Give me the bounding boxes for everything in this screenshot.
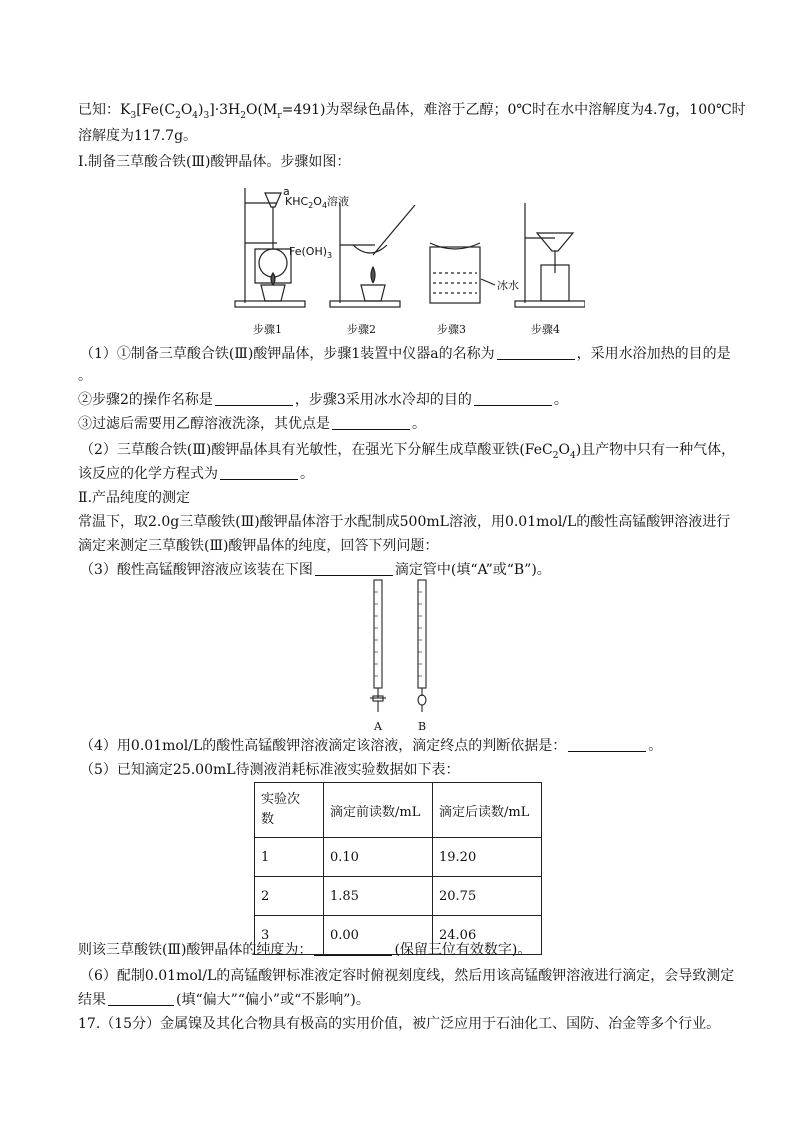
answer-blank[interactable] [314, 941, 392, 956]
burette-b-tube [418, 580, 426, 688]
q5-purity-line: 则该三草酸铁(Ⅲ)酸钾晶体的纯度为： (保留三位有效数字)。 [78, 942, 532, 958]
table-cell: 1.85 [324, 877, 433, 916]
table-cell: 24.06 [433, 916, 542, 955]
table-row [255, 877, 542, 916]
filter-funnel [537, 233, 573, 251]
burette-figure [360, 578, 440, 734]
titration-data-table [254, 782, 542, 955]
apparatus-figure [225, 183, 585, 343]
dropping-funnel-a [265, 193, 281, 207]
answer-blank[interactable] [220, 465, 298, 480]
table-header-row [255, 783, 542, 838]
dish-in-ice [430, 243, 480, 249]
s2-line-1: 常温下，取2.0g三草酸铁(Ⅲ)酸钾晶体溶于水配制成500mL溶液，用0.01mol/L的酸性高锰酸钾溶液进行 [78, 514, 731, 530]
burner-2 [361, 285, 385, 301]
burette-a-tube [374, 580, 382, 688]
ice-beaker [430, 247, 480, 303]
compound-formula: $K_3[Fe(C_2O_4)_3]\cdot 3H_2O$ [120, 102, 258, 121]
answer-blank[interactable] [108, 991, 174, 1006]
q17-line: 17.（15分）金属镍及其化合物具有极高的实用价值，被广泛应用于石油化工、国防、冶金等多个行业。 [78, 1016, 721, 1032]
answer-blank[interactable] [332, 415, 410, 430]
evaporating-dish [353, 245, 387, 253]
section2-title: Ⅱ.产品纯度的测定 [78, 490, 190, 506]
caption-step4: 步骤4 [531, 323, 560, 336]
label-a: a [283, 185, 290, 198]
q3-line: （3）酸性高锰酸钾溶液应该装在下图 滴定管中(填“A”或“B”)。 [80, 562, 551, 578]
intro-line-2: 溶解度为117.7g。 [78, 128, 198, 144]
answer-blank[interactable] [568, 737, 646, 752]
burette-label-a: A [374, 720, 382, 733]
table-header-cell: 滴定前读数/mL [324, 783, 433, 838]
answer-blank[interactable] [215, 391, 293, 406]
answer-blank[interactable] [315, 561, 393, 576]
table-cell: 1 [255, 838, 324, 877]
q1-line-1-end: 。 [78, 368, 92, 384]
table-row [255, 838, 542, 877]
table-header-cell: 滴定后读数/mL [433, 783, 542, 838]
section1-title: Ⅰ.制备三草酸合铁(Ⅲ)酸钾晶体。步骤如图： [78, 154, 351, 170]
answer-blank[interactable] [497, 345, 575, 360]
glass-rod [373, 205, 415, 255]
caption-step2: 步骤2 [347, 323, 376, 336]
label-khc2o4: $KHC_2O_4$溶液 [285, 195, 350, 210]
table-cell: 0.00 [324, 916, 433, 955]
q1-line-3: ③过滤后需要用乙醇溶液洗涤，其优点是 。 [78, 416, 426, 432]
label-feoh3: $Fe(OH)_3$ [289, 245, 333, 260]
table-cell: 0.10 [324, 838, 433, 877]
table-header-cell: 实验次 数 [255, 783, 324, 838]
q2-line-2: 该反应的化学方程式为 。 [78, 466, 314, 482]
q1-line-2: ②步骤2的操作名称是 ，步骤3采用冰水冷却的目的 。 [78, 392, 568, 408]
table-cell: 20.75 [433, 877, 542, 916]
caption-step3: 步骤3 [437, 323, 466, 336]
burette-label-b: B [418, 720, 427, 733]
label-ice-water: 冰水 [497, 279, 519, 292]
q5-intro: （5）已知滴定25.00mL待测液消耗标准液实验数据如下表： [80, 762, 460, 778]
q6-line-2: 结果 (填“偏大”“偏小”或“不影响”)。 [78, 992, 370, 1008]
q1-line-1: （1）①制备三草酸合铁(Ⅲ)酸钾晶体，步骤1装置中仪器a的名称为 ，采用水浴加热的目的是 [80, 346, 731, 362]
q4-line: （4）用0.01mol/L的酸性高锰酸钾溶液滴定该溶液，滴定终点的判断依据是： 。 [80, 738, 663, 754]
s2-line-2: 滴定来测定三草酸铁(Ⅲ)酸钾晶体的纯度，回答下列问题： [78, 538, 439, 554]
table-cell: 2 [255, 877, 324, 916]
intro-line-1: 已知：$K_3[Fe(C_2O_4)_3]\cdot 3H_2O(M_r=491)$为翠绿色晶体，难溶于乙醇；0℃时在水中溶解度为4.7g，100℃时 [78, 102, 746, 121]
q2-line-1: （2）三草酸合铁(Ⅲ)酸钾晶体具有光敏性，在强光下分解生成草酸亚铁$(FeC_2O_4)$且产物中只有一种气体， [80, 442, 736, 461]
q6-line-1: （6）配制0.01mol/L的高锰酸钾标准液定容时俯视刻度线，然后用该高锰酸钾溶液进行滴定，会导致测定 [80, 968, 735, 984]
caption-step1: 步骤1 [253, 323, 282, 336]
table-cell: 3 [255, 916, 324, 955]
table-cell: 19.20 [433, 838, 542, 877]
answer-blank[interactable] [474, 391, 552, 406]
burette-b-rubber-tip [418, 695, 426, 705]
burner-1 [261, 285, 285, 301]
